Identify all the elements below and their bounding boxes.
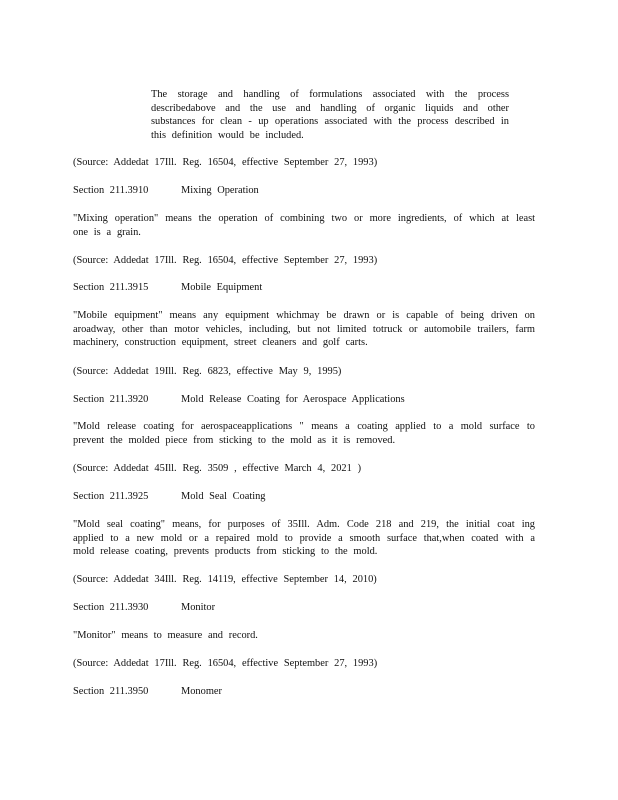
source-note: (Source: Addedat 19Ill. Reg. 6823, effective May 9, 1995) [73,366,342,377]
section-heading [73,601,216,615]
section-title: Mold Release Coating for Aerospace Applications [181,394,405,405]
section-heading [73,281,263,295]
definition-paragraph: "Mobile equipment" means any equipment whichmay be drawn or is capable of being driven on aroadway, other than motor vehicles, including, but not limited totruck or automobile trailers, farm machinery, construction equipment, street cleaners and golf carts. [73,310,535,349]
section-number: Section 211.3930 [73,602,149,613]
section-heading [73,685,222,699]
source-note: (Source: Addedat 17Ill. Reg. 16504, effective September 27, 1993) [73,255,378,266]
source-note: (Source: Addedat 17Ill. Reg. 16504, effective September 27, 1993) [73,157,378,168]
section-number: Section 211.3920 [73,394,149,405]
section-title: Mold Seal Coating [181,491,266,502]
source-note: (Source: Addedat 45Ill. Reg. 3509 , effective March 4, 2021 ) [73,463,362,474]
section-title: Monomer [181,686,222,697]
section-number: Section 211.3915 [73,282,149,293]
section-heading [73,393,405,407]
section-title: Monitor [181,602,216,613]
section-title: Mixing Operation [181,185,259,196]
section-title: Mobile Equipment [181,282,263,293]
definition-paragraph: "Mold seal coating" means, for purposes of 35Ill. Adm. Code 218 and 219, the initial coat ing applied to a new mold or a repaired mold to provide a smooth surface that,when coated with a mold release coating, prevents products from sticking to the mold. [73,519,535,558]
section-number: Section 211.3910 [73,185,149,196]
section-number: Section 211.3925 [73,491,149,502]
source-note: (Source: Addedat 34Ill. Reg. 14119, effective September 14, 2010) [73,574,377,585]
definition-paragraph: "Mixing operation" means the operation of combining two or more ingredients, of which at least one is a grain. [73,213,535,238]
definition-continuation-paragraph: The storage and handling of formulations associated with the process describedabove and the use and handling of organic liquids and other substances for clean - up operations associated with the process described in this definition would be included. [151,89,509,141]
definition-paragraph: "Monitor" means to measure and record. [73,630,258,641]
section-heading [73,490,266,504]
section-heading [73,184,259,198]
section-number: Section 211.3950 [73,686,149,697]
definition-paragraph: "Mold release coating for aerospaceapplications " means a coating applied to a mold surface to prevent the molded piece from sticking to the mold as it is removed. [73,421,535,446]
source-note: (Source: Addedat 17Ill. Reg. 16504, effective September 27, 1993) [73,658,378,669]
